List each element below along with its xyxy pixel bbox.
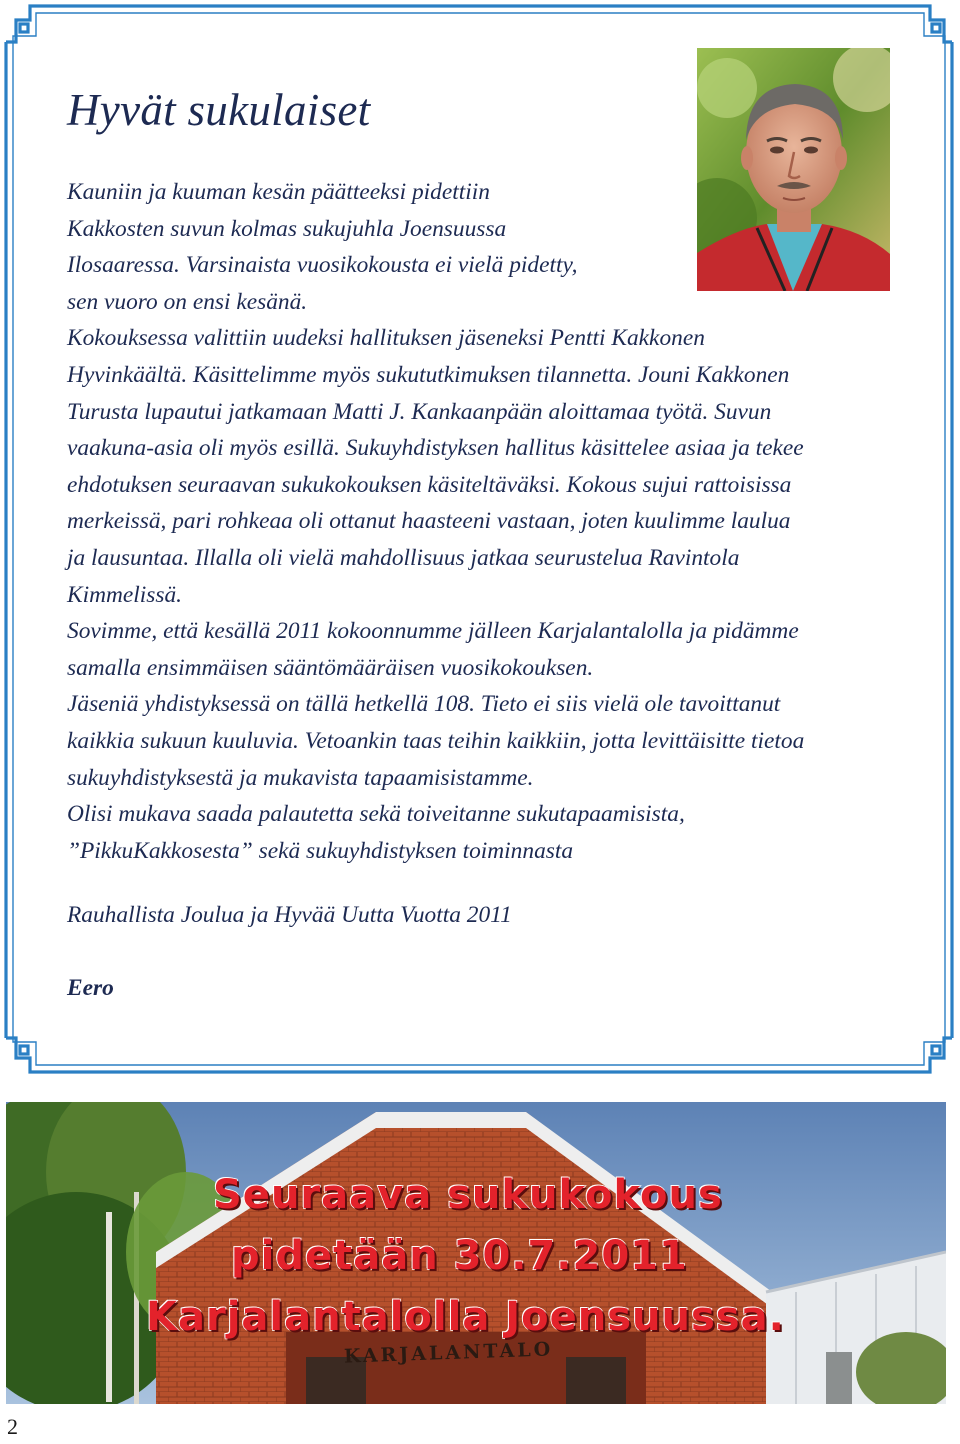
letter-line: Kakkosten suvun kolmas sukujuhla Joensuussa bbox=[67, 215, 507, 242]
event-banner bbox=[6, 1102, 946, 1404]
letter-line: kaikkia sukuun kuuluvia. Vetoankin taas teihin kaikkiin, jotta levittäisitte tietoa bbox=[67, 727, 805, 754]
banner-headline-line2: pidetään 30.7.2011 bbox=[231, 1233, 688, 1279]
letter-line: sukuyhdistyksestä ja mukavista tapaamisistamme. bbox=[67, 764, 534, 791]
letter-line: Hyvinkäältä. Käsittelimme myös sukututkimuksen tilannetta. Jouni Kakkonen bbox=[67, 361, 790, 388]
banner-headline-line1: Seuraava sukukokous bbox=[213, 1172, 723, 1218]
letter-line: Turusta lupautui jatkamaan Matti J. Kankaanpään aloittamaa työtä. Suvun bbox=[67, 398, 772, 425]
letter-line: samalla ensimmäisen sääntömääräisen vuosikokouksen. bbox=[67, 654, 594, 681]
letter-closing: Rauhallista Joulua ja Hyvää Uutta Vuotta 2011 bbox=[67, 902, 512, 928]
letter-line: Sovimme, että kesällä 2011 kokoonnumme jälleen Karjalantalolla ja pidämme bbox=[67, 618, 799, 645]
letter-line: Kimmelissä. bbox=[67, 581, 183, 608]
letter-line: ehdotuksen seuraavan sukukokouksen käsiteltäväksi. Kokous sujui rattoisissa bbox=[67, 471, 792, 498]
letter-line: ja lausuntaa. Illalla oli vielä mahdollisuus jatkaa seurustelua Ravintola bbox=[67, 544, 740, 571]
letter-line: Kauniin ja kuuman kesän päätteeksi pidettiin bbox=[67, 179, 490, 205]
letter-line: merkeissä, pari rohkeaa oli ottanut haasteeni vastaan, joten kuulimme laulua bbox=[67, 508, 791, 535]
letter-line: Olisi mukava saada palautetta sekä toiveitanne sukutapaamisista, bbox=[67, 801, 685, 828]
page-number: 2 bbox=[7, 1414, 18, 1439]
letter-line: ”PikkuKakkosesta” sekä sukuyhdistyksen toiminnasta bbox=[67, 837, 574, 864]
building-sign: KARJALANTALO bbox=[343, 1338, 554, 1368]
letter-signature: Eero bbox=[67, 975, 114, 1001]
letter-body bbox=[67, 174, 897, 869]
banner-headline-line3: Karjalantalolla Joensuussa. bbox=[146, 1294, 785, 1340]
letter-title: Hyvät sukulaiset bbox=[67, 85, 371, 135]
letter-line: sen vuoro on ensi kesänä. bbox=[67, 288, 308, 315]
letter-line: vaakuna-asia oli myös esillä. Sukuyhdistyksen hallitus käsittelee asiaa ja tekee bbox=[67, 435, 804, 462]
letter-line: Kokouksessa valittiin uudeksi hallituksen jäseneksi Pentti Kakkonen bbox=[67, 325, 705, 352]
letter-line: Jäseniä yhdistyksessä on tällä hetkellä 108. Tieto ei siis vielä ole tavoittanut bbox=[67, 691, 781, 718]
letter-line: Ilosaaressa. Varsinaista vuosikokousta ei vielä pidetty, bbox=[67, 252, 578, 279]
